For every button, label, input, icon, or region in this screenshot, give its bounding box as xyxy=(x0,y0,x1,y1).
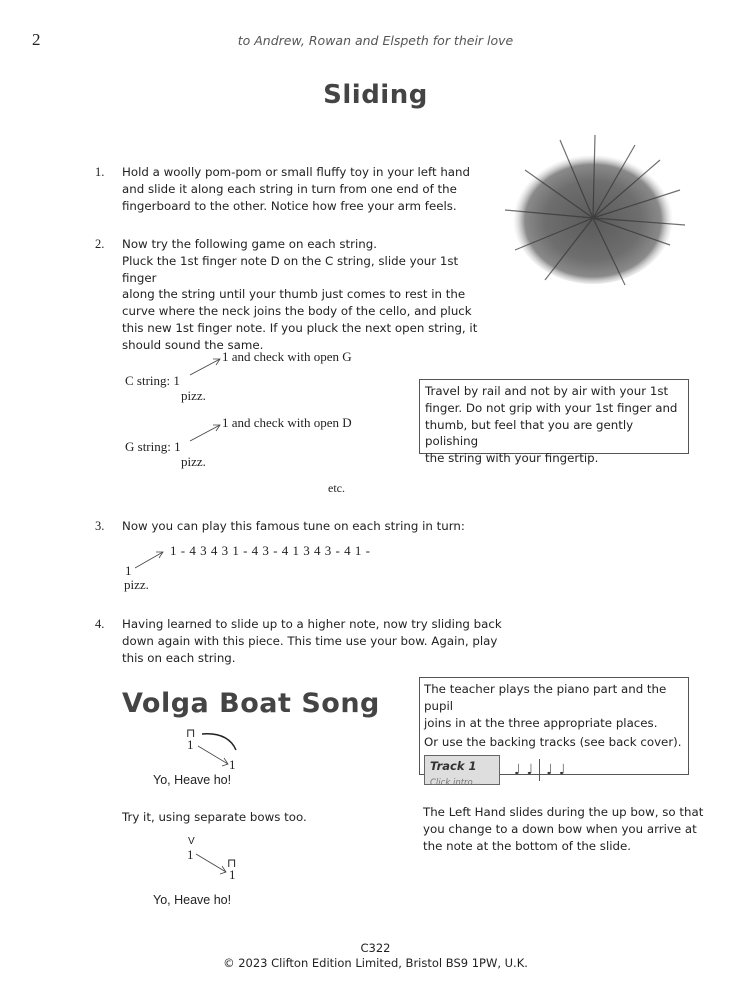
text-line: you change to a down bow when you arrive at xyxy=(423,821,697,836)
g-string-target: 1 and check with open D xyxy=(222,415,352,430)
crotchet-icon: ♩ xyxy=(558,761,566,778)
text-line: thumb, but feel that you are gently polishing xyxy=(425,417,634,449)
text-line: should sound the same. xyxy=(122,337,264,352)
text-line: the string with your fingertip. xyxy=(425,451,599,466)
click-rhythm xyxy=(514,759,565,781)
down-bow-icon: ⊓ xyxy=(186,726,196,740)
text-line: and slide it along each string in turn from one end of the xyxy=(122,181,457,196)
tune-start-note: 1 xyxy=(125,563,132,578)
pizz-label: pizz. xyxy=(181,388,206,403)
pizz-label: pizz. xyxy=(181,454,206,469)
copyright: © 2023 Clifton Edition Limited, Bristol BS9 1PW, U.K. xyxy=(223,956,528,970)
item-text-3: Now you can play this famous tune on each string in turn: xyxy=(122,519,465,533)
separate-bows-text: Try it, using separate bows too. xyxy=(122,810,307,824)
track-1-button[interactable] xyxy=(424,755,500,788)
end-note: 1 xyxy=(229,757,236,772)
item-number-1: 1. xyxy=(95,165,105,179)
crotchet-icon: ♩ xyxy=(546,761,553,778)
up-bow-icon: V xyxy=(188,836,195,847)
c-string-target: 1 and check with open G xyxy=(222,349,352,364)
tip-box xyxy=(419,379,689,466)
lyrics: Yo, Heave ho! xyxy=(153,893,232,907)
bar-line xyxy=(539,759,540,781)
text-line: Travel by rail and not by air with your 1st xyxy=(425,384,669,398)
text-line: curve where the neck joins the body of the cello, and pluck xyxy=(122,304,472,319)
text-line: Having learned to slide up to a higher note, now try sliding back xyxy=(122,617,502,631)
c-string-label: C string: 1 xyxy=(125,373,180,388)
dedication: to Andrew, Rowan and Elspeth for their love xyxy=(237,33,514,48)
item-text-2 xyxy=(122,236,482,354)
track-subtitle: Click intro... xyxy=(430,777,481,788)
text-line: Hold a woolly pom-pom or small fluffy toy in your left hand xyxy=(122,165,470,179)
text-line: The teacher plays the piano part and the pupil xyxy=(424,682,667,713)
item-number-3: 3. xyxy=(95,519,105,533)
crotchet-icon: ♩ xyxy=(514,761,521,778)
lyrics: Yo, Heave ho! xyxy=(153,773,232,787)
pompom-image xyxy=(485,130,695,290)
text-line: The Left Hand slides during the up bow, so that xyxy=(423,805,704,819)
slide-arrow-icon xyxy=(188,421,224,443)
down-bow-icon: ⊓ xyxy=(227,856,237,870)
item-number-2: 2. xyxy=(95,237,105,251)
end-note: 1 xyxy=(229,867,236,882)
text-line: Now try the following game on each string. xyxy=(122,237,378,251)
etc-label: etc. xyxy=(328,481,345,495)
start-note: 1 xyxy=(187,847,194,862)
teacher-box xyxy=(419,677,689,788)
g-string-label: G string: 1 xyxy=(125,439,181,454)
crotchet-icon: ♩ xyxy=(526,761,534,778)
left-hand-note xyxy=(423,804,723,854)
text-line: joins in at the three appropriate places. xyxy=(424,715,658,730)
slide-arrow-icon xyxy=(133,548,167,570)
page-title: Sliding xyxy=(323,80,428,110)
catalogue-code: C322 xyxy=(360,941,391,955)
item-number-4: 4. xyxy=(95,617,105,631)
tune-notation: 1 - 4 3 4 3 1 - 4 3 - 4 1 3 4 3 - 4 1 - xyxy=(170,543,371,558)
pizz-label: pizz. xyxy=(124,577,149,592)
slide-arrow-icon xyxy=(194,852,230,878)
item-text-1 xyxy=(122,164,482,214)
text-line: down again with this piece. This time use your bow. Again, play xyxy=(122,633,498,648)
track-title: Track 1 xyxy=(430,759,477,774)
page-number: 2 xyxy=(32,30,41,49)
text-line: fingerboard to the other. Notice how free your arm feels. xyxy=(122,198,457,213)
slide-arrow-icon xyxy=(188,355,224,377)
text-line: this on each string. xyxy=(122,650,236,665)
text-line: this new 1st finger note. If you pluck the next open string, it xyxy=(122,320,478,335)
backing-tracks-text: Or use the backing tracks (see back cover). xyxy=(424,735,682,750)
text-line: Pluck the 1st finger note D on the C string, slide your 1st finger xyxy=(122,253,459,285)
text-line: the note at the bottom of the slide. xyxy=(423,838,631,853)
item-text-4 xyxy=(122,616,502,666)
start-note: 1 xyxy=(187,737,194,752)
text-line: along the string until your thumb just comes to rest in the xyxy=(122,287,466,302)
text-line: finger. Do not grip with your 1st finger and xyxy=(425,400,678,415)
song-title: Volga Boat Song xyxy=(122,688,380,719)
